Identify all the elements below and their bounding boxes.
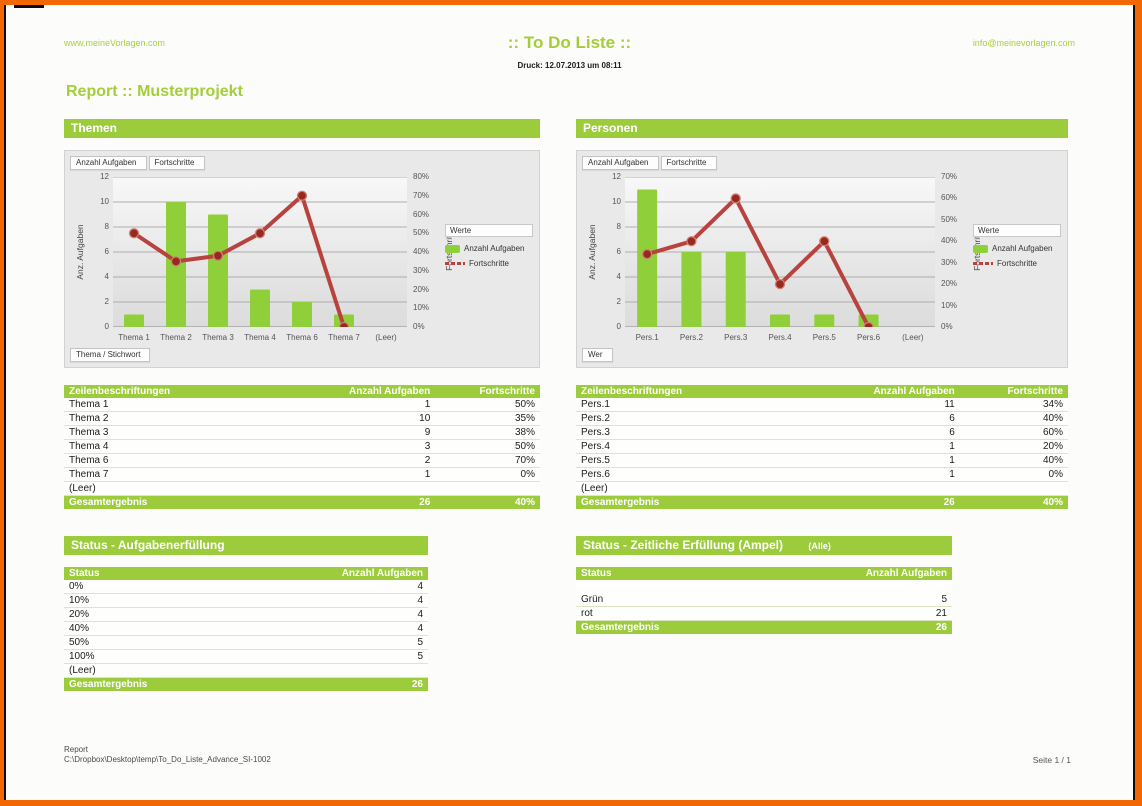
y-axis-tick-left: 10 xyxy=(612,197,621,206)
cell: Thema 2 xyxy=(64,412,312,426)
legend-field-button[interactable]: Werte xyxy=(445,224,533,237)
section-header-personen-label: Personen xyxy=(583,121,638,135)
cell: 35% xyxy=(435,412,540,426)
legend-entry xyxy=(973,259,1061,268)
field-button-anzahl-aufgaben[interactable]: Anzahl Aufgaben xyxy=(582,156,659,170)
total-row xyxy=(64,496,540,510)
page-title: Report :: Musterprojekt xyxy=(66,83,243,100)
table-row xyxy=(64,398,540,412)
y-axis-tick-right: 0% xyxy=(413,322,425,331)
legend-label: Fortschritte xyxy=(997,259,1038,268)
y-axis-tick-left: 2 xyxy=(104,297,109,306)
legend-label: Anzahl Aufgaben xyxy=(464,244,525,253)
status-table-ampel xyxy=(576,567,952,634)
y-axis-tick-right: 40% xyxy=(413,247,430,256)
y-axis-tick-right: 50% xyxy=(941,214,958,224)
y-axis-tick-right: 10% xyxy=(941,300,958,310)
cell: Pers.3 xyxy=(576,426,832,440)
cell: 10 xyxy=(312,412,436,426)
table-row xyxy=(576,426,1068,440)
y-axis-tick-right: 0% xyxy=(941,322,953,331)
y-axis-tick-left: 6 xyxy=(104,247,109,256)
bar-Pers.3 xyxy=(726,252,746,327)
bar-Thema 3 xyxy=(208,215,228,328)
y-axis-tick-left: 4 xyxy=(616,272,621,281)
cell: 6 xyxy=(832,412,960,426)
cell: 2 xyxy=(312,454,436,468)
cell xyxy=(960,482,1068,496)
cell: Pers.1 xyxy=(576,398,832,412)
footer-report-label: Report xyxy=(64,745,89,754)
y-axis-tick-left: 8 xyxy=(104,222,109,231)
site-link[interactable]: www.meineVorlagen.com xyxy=(64,38,166,48)
table-row xyxy=(576,593,952,607)
header-row xyxy=(64,567,428,580)
cell: Pers.2 xyxy=(576,412,832,426)
scan-mark xyxy=(14,5,44,8)
column-header: Zeilenbeschriftungen xyxy=(64,385,312,398)
header-row xyxy=(576,385,1068,398)
field-button-fortschritte[interactable]: Fortschritte xyxy=(661,156,717,170)
table-row xyxy=(64,636,428,650)
y-axis-tick-right: 60% xyxy=(941,193,958,203)
column-header: Anzahl Aufgaben xyxy=(832,567,952,580)
pivot-table-personen xyxy=(576,385,1068,509)
cell: Pers.5 xyxy=(576,454,832,468)
cell: 5 xyxy=(312,650,428,664)
cell: Thema 7 xyxy=(64,468,312,482)
legend-field-button[interactable]: Werte xyxy=(973,224,1061,237)
bar-Pers.4 xyxy=(770,315,790,328)
legend-bar-swatch xyxy=(445,245,460,253)
legend-entry xyxy=(445,244,533,253)
legend-line-swatch xyxy=(973,262,993,265)
y-axis-tick-left: 10 xyxy=(100,197,109,206)
total-row xyxy=(64,678,428,692)
x-axis-category: Thema 6 xyxy=(286,333,318,342)
cell: 21 xyxy=(832,607,952,621)
section-header-status-aufgaben-label: Status - Aufgabenerfüllung xyxy=(71,538,225,552)
cell: Thema 6 xyxy=(64,454,312,468)
bar-Pers.5 xyxy=(814,315,834,328)
y-axis-tick-right: 70% xyxy=(413,190,430,200)
cell: 0% xyxy=(960,468,1068,482)
section-header-themen xyxy=(64,119,540,138)
x-axis-category: Thema 4 xyxy=(244,333,276,342)
y-axis-tick-right: 70% xyxy=(941,172,958,181)
cell: 40% xyxy=(960,412,1068,426)
x-axis-category: Pers.3 xyxy=(724,333,748,342)
x-axis-category: Thema 7 xyxy=(328,333,360,342)
cell: 10% xyxy=(64,594,312,608)
table-row xyxy=(64,440,540,454)
cell: 11 xyxy=(832,398,960,412)
cell xyxy=(832,482,960,496)
field-button-axis[interactable]: Wer xyxy=(582,348,613,362)
cell: 40% xyxy=(960,496,1068,510)
y-axis-title-left: Anz. Aufgaben xyxy=(75,224,85,280)
y-axis-tick-right: 60% xyxy=(413,209,430,219)
cell: 50% xyxy=(435,398,540,412)
cell: 50% xyxy=(435,440,540,454)
cell: 6 xyxy=(832,426,960,440)
bar-Thema 1 xyxy=(124,315,144,328)
cell: 4 xyxy=(312,580,428,594)
legend-entry xyxy=(445,259,533,268)
table-row xyxy=(64,622,428,636)
cell: 40% xyxy=(64,622,312,636)
report-page xyxy=(4,5,1135,800)
y-axis-tick-left: 4 xyxy=(104,272,109,281)
cell: rot xyxy=(576,607,832,621)
pivot-field-buttons xyxy=(582,156,717,170)
column-header: Anzahl Aufgaben xyxy=(312,385,436,398)
section-header-status-ampel xyxy=(576,536,952,555)
chart-personen xyxy=(576,150,1068,368)
cell: (Leer) xyxy=(64,664,312,678)
cell: Grün xyxy=(576,593,832,607)
table-row xyxy=(576,607,952,621)
y-axis-tick-right: 10% xyxy=(413,303,430,313)
legend-label: Fortschritte xyxy=(469,259,510,268)
footer-page-number: Seite 1 / 1 xyxy=(1032,755,1071,765)
y-axis-tick-left: 12 xyxy=(100,172,109,181)
y-axis-title-left: Anz. Aufgaben xyxy=(587,224,597,280)
y-axis-tick-right: 40% xyxy=(941,236,958,246)
table-row xyxy=(576,454,1068,468)
cell: Thema 3 xyxy=(64,426,312,440)
status-table-aufgaben xyxy=(64,567,428,691)
y-axis-tick-left: 8 xyxy=(616,222,621,231)
pivot-field-buttons xyxy=(70,156,205,170)
email-link[interactable]: info@meinevorlagen.com xyxy=(972,38,1075,48)
cell: 40% xyxy=(435,496,540,510)
x-axis-category: Thema 1 xyxy=(118,333,150,342)
table-row xyxy=(64,650,428,664)
cell: 38% xyxy=(435,426,540,440)
cell: 26 xyxy=(832,621,952,635)
table-row xyxy=(64,482,540,496)
cell xyxy=(576,580,832,593)
cell xyxy=(832,580,952,593)
y-axis-tick-left: 0 xyxy=(616,322,621,331)
cell xyxy=(312,664,428,678)
y-axis-tick-right: 50% xyxy=(413,228,430,238)
legend-bar-swatch xyxy=(973,245,988,253)
column-header: Status xyxy=(576,567,832,580)
cell xyxy=(435,482,540,496)
table-row xyxy=(64,664,428,678)
print-timestamp: Druck: 12.07.2013 um 08:11 xyxy=(517,61,622,70)
y-axis-tick-left: 6 xyxy=(616,247,621,256)
cell: 1 xyxy=(832,440,960,454)
x-axis-category: Pers.5 xyxy=(812,333,836,342)
y-axis-tick-left: 2 xyxy=(616,297,621,306)
y-axis-tick-left: 12 xyxy=(612,172,621,181)
column-header: Fortschritte xyxy=(435,385,540,398)
section-header-status-ampel-label: Status - Zeitliche Erfüllung (Ampel) xyxy=(583,538,784,552)
cell: 26 xyxy=(312,678,428,692)
cell: Gesamtergebnis xyxy=(64,496,312,510)
cell: Gesamtergebnis xyxy=(576,621,832,635)
x-axis-category: Pers.1 xyxy=(635,333,659,342)
field-button-fortschritte[interactable]: Fortschritte xyxy=(149,156,205,170)
cell: 26 xyxy=(312,496,436,510)
doc-title: :: To Do Liste :: xyxy=(507,33,632,52)
column-header: Status xyxy=(64,567,312,580)
table-row xyxy=(64,454,540,468)
y-axis-tick-right: 30% xyxy=(941,257,958,267)
cell: 70% xyxy=(435,454,540,468)
section-header-themen-label: Themen xyxy=(71,121,118,135)
x-axis-category: Thema 3 xyxy=(202,333,234,342)
cell: 40% xyxy=(960,454,1068,468)
cell: Thema 4 xyxy=(64,440,312,454)
cell: 4 xyxy=(312,594,428,608)
cell: 4 xyxy=(312,622,428,636)
chart-plot-svg xyxy=(113,177,407,327)
cell: 1 xyxy=(312,468,436,482)
cell: 4 xyxy=(312,608,428,622)
section-header-status-ampel-suffix: (Alle) xyxy=(808,541,831,551)
cell: Thema 1 xyxy=(64,398,312,412)
cell: 3 xyxy=(312,440,436,454)
header-row xyxy=(576,567,952,580)
chart-legend xyxy=(973,224,1061,268)
table-row xyxy=(64,426,540,440)
table-row xyxy=(64,608,428,622)
cell: 9 xyxy=(312,426,436,440)
table-row xyxy=(576,412,1068,426)
table-row xyxy=(64,412,540,426)
table-row xyxy=(576,580,952,593)
column-header: Anzahl Aufgaben xyxy=(832,385,960,398)
total-row xyxy=(576,621,952,635)
x-axis-category: Pers.6 xyxy=(857,333,881,342)
table-row xyxy=(64,468,540,482)
x-axis-category: Pers.4 xyxy=(768,333,792,342)
cell: 50% xyxy=(64,636,312,650)
bar-Pers.2 xyxy=(681,252,701,327)
cell: 5 xyxy=(832,593,952,607)
chart-themen xyxy=(64,150,540,368)
table-row xyxy=(576,440,1068,454)
footer-report-path: C:\Dropbox\Desktop\temp\To_Do_Liste_Advance_SI-1002 xyxy=(64,755,271,764)
legend-entry xyxy=(973,244,1061,253)
cell: (Leer) xyxy=(576,482,832,496)
cell: 5 xyxy=(312,636,428,650)
y-axis-tick-right: 20% xyxy=(941,279,958,289)
total-row xyxy=(576,496,1068,510)
chart-plot-svg xyxy=(625,177,935,327)
cell: 0% xyxy=(435,468,540,482)
field-button-axis[interactable]: Thema / Stichwort xyxy=(70,348,150,362)
y-axis-tick-right: 30% xyxy=(413,265,430,275)
cell: 60% xyxy=(960,426,1068,440)
bar-Thema 6 xyxy=(292,302,312,327)
cell: 1 xyxy=(832,454,960,468)
section-header-personen xyxy=(576,119,1068,138)
x-axis-category: (Leer) xyxy=(902,333,924,342)
y-axis-tick-right: 80% xyxy=(413,172,430,181)
table-row xyxy=(576,398,1068,412)
chart-legend xyxy=(445,224,533,268)
cell: 26 xyxy=(832,496,960,510)
cell: 1 xyxy=(832,468,960,482)
table-row xyxy=(64,594,428,608)
section-header-status-aufgaben xyxy=(64,536,428,555)
x-axis-category: (Leer) xyxy=(375,333,397,342)
table-row xyxy=(576,468,1068,482)
legend-label: Anzahl Aufgaben xyxy=(992,244,1053,253)
table-row xyxy=(64,580,428,594)
x-axis-category: Pers.2 xyxy=(679,333,703,342)
bar-Thema 4 xyxy=(250,290,270,328)
cell: (Leer) xyxy=(64,482,312,496)
cell: Pers.4 xyxy=(576,440,832,454)
cell: 20% xyxy=(960,440,1068,454)
header-row xyxy=(64,385,540,398)
cell: 20% xyxy=(64,608,312,622)
x-axis-category: Thema 2 xyxy=(160,333,192,342)
cell xyxy=(312,482,436,496)
column-header: Zeilenbeschriftungen xyxy=(576,385,832,398)
footer-report-info xyxy=(64,745,271,765)
pivot-table-themen xyxy=(64,385,540,509)
cell: Gesamtergebnis xyxy=(64,678,312,692)
table-row xyxy=(576,482,1068,496)
cell: 34% xyxy=(960,398,1068,412)
y-axis-tick-left: 0 xyxy=(104,322,109,331)
cell: Gesamtergebnis xyxy=(576,496,832,510)
cell: 0% xyxy=(64,580,312,594)
column-header: Fortschritte xyxy=(960,385,1068,398)
field-button-anzahl-aufgaben[interactable]: Anzahl Aufgaben xyxy=(70,156,147,170)
column-header: Anzahl Aufgaben xyxy=(312,567,428,580)
cell: Pers.6 xyxy=(576,468,832,482)
legend-line-swatch xyxy=(445,262,465,265)
cell: 1 xyxy=(312,398,436,412)
cell: 100% xyxy=(64,650,312,664)
y-axis-tick-right: 20% xyxy=(413,284,430,294)
